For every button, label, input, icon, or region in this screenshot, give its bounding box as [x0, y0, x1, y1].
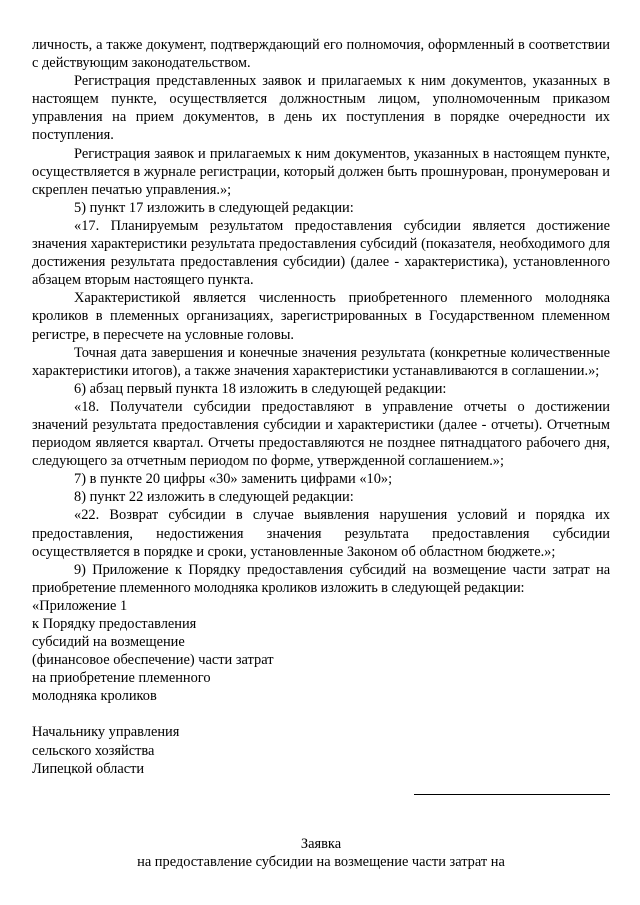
- addressee-line: сельского хозяйства: [32, 742, 155, 759]
- addressee-line: Начальнику управления: [32, 724, 180, 741]
- appendix-line: субсидий на возмещение: [32, 634, 185, 651]
- appendix-line: молодняка кроликов: [32, 688, 157, 705]
- paragraph: Характеристикой является численность приобретенного племенного молодняка кроликов в племенных организациях, зарегистрированных в Государственном племенном регистре, в пересчете на условные головы.: [32, 290, 610, 343]
- appendix-block: [32, 597, 610, 706]
- form-title: Заявка: [300, 835, 342, 852]
- paragraph: 5) пункт 17 изложить в следующей редакции:: [74, 199, 354, 216]
- paragraph: 6) абзац первый пункта 18 изложить в следующей редакции:: [74, 380, 447, 397]
- signature-line: [414, 794, 610, 795]
- paragraph: личность, а также документ, подтверждающий его полномочия, оформленный в соответствии с действующим законодательством.: [32, 37, 610, 72]
- paragraph: 9) Приложение к Порядку предоставления субсидий на возмещение части затрат на приобретение племенного молодняка кроликов изложить в следующей редакции:: [32, 561, 610, 596]
- paragraph: Регистрация заявок и прилагаемых к ним документов, указанных в настоящем пункте, осуществляется в журнале регистрации, который должен быть прошнурован, пронумерован и скреплен печатью управления.»;: [32, 145, 610, 198]
- appendix-line: (финансовое обеспечение) части затрат: [32, 652, 274, 669]
- addressee-block: [32, 723, 610, 777]
- paragraph: 7) в пункте 20 цифры «30» заменить цифрами «10»;: [74, 471, 393, 488]
- paragraph: «17. Планируемым результатом предоставления субсидии является достижение значения характеристики результата предоставления субсидий (показателя, необходимого для достижения результата предоставления субсидии) (далее - характеристика), установленного абзацем вторым настоящего пункта.: [32, 217, 610, 289]
- appendix-line: «Приложение 1: [32, 597, 128, 614]
- appendix-line: на приобретение племенного: [32, 670, 211, 687]
- paragraph: 8) пункт 22 изложить в следующей редакции:: [74, 489, 354, 506]
- appendix-line: к Порядку предоставления: [32, 616, 197, 632]
- addressee-line: Липецкой области: [32, 760, 145, 777]
- paragraph: «22. Возврат субсидии в случае выявления нарушения условий и порядка их предоставления, недостижения значения результата предоставления субсидии осуществляется в порядке и сроки, установленные Законом об областном бюджете.»;: [32, 507, 610, 560]
- form-subtitle: на предоставление субсидии на возмещение части затрат на: [137, 853, 505, 870]
- document-page: [32, 36, 610, 871]
- paragraph: Точная дата завершения и конечные значения результата (конкретные количественные характеристики итогов), а также значения характеристики устанавливаются в соглашении.»;: [32, 344, 610, 379]
- paragraph: «18. Получатели субсидии предоставляют в управление отчеты о достижении значений результата предоставления субсидии и характеристики (далее - отчеты). Отчетным периодом является квартал. Отчеты предоставляются не позднее пятнадцатого рабочего дня, следующего за отчетным периодом по форме, утвержденной соглашением.»;: [32, 398, 610, 470]
- paragraph: Регистрация представленных заявок и прилагаемых к ним документов, указанных в настоящем пункте, осуществляется должностным лицом, уполномоченным приказом управления на прием документов, в день их поступления в порядке очередности их поступления.: [32, 73, 610, 144]
